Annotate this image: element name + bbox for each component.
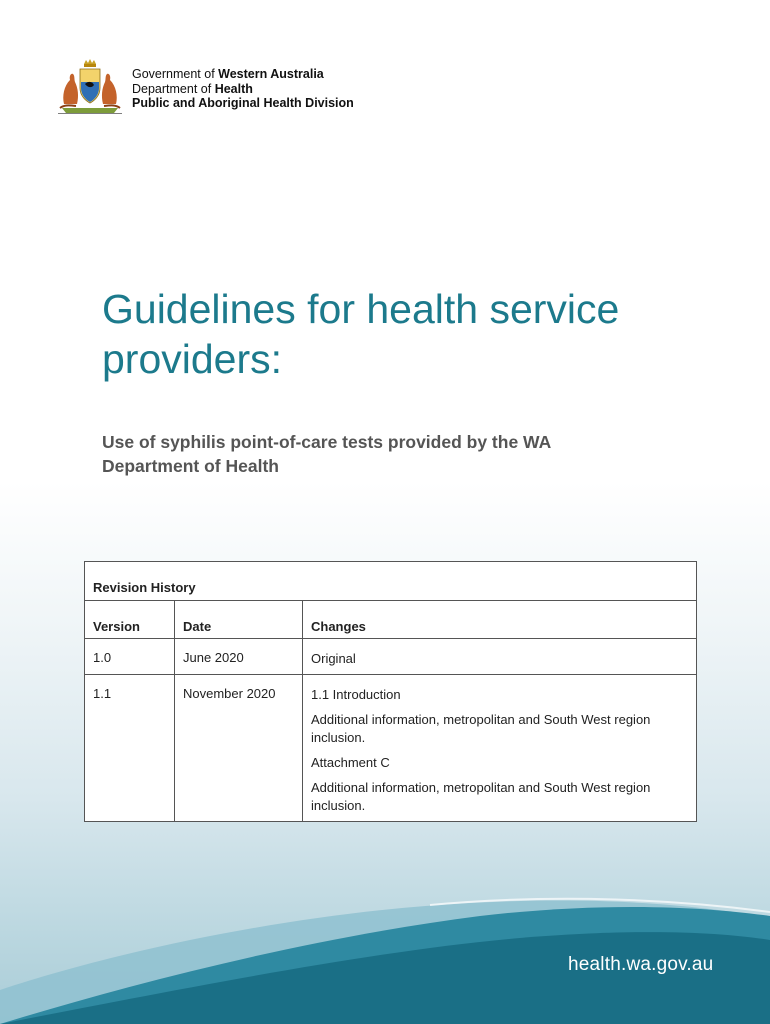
- department-line: Department of Health: [132, 81, 253, 96]
- government-line: Government of Western Australia: [132, 67, 324, 81]
- version-cell: 1.1: [85, 675, 175, 822]
- table-row: [85, 639, 697, 675]
- date-cell: June 2020: [175, 639, 303, 675]
- division-line: Public and Aboriginal Health Division: [132, 96, 354, 110]
- changes-cell: [303, 639, 697, 675]
- table-header-row: [85, 601, 697, 639]
- column-header-date: Date: [175, 601, 303, 639]
- version-cell: 1.0: [85, 639, 175, 675]
- table-row: [85, 675, 697, 822]
- revision-history-caption: Revision History: [85, 562, 697, 601]
- document-subtitle: Use of syphilis point-of-care tests provided by the WA Department of Health: [102, 432, 551, 476]
- revision-history-table: [84, 561, 697, 822]
- column-header-version: Version: [85, 601, 175, 639]
- department-header: [54, 58, 374, 118]
- footer-website-link[interactable]: health.wa.gov.au: [568, 954, 714, 975]
- change-item: Additional information, metropolitan and South West region inclusion.: [311, 780, 651, 813]
- change-item: 1.1 Introduction: [311, 687, 401, 702]
- wa-coat-of-arms-icon: [54, 58, 126, 114]
- column-header-changes: Changes: [303, 601, 697, 639]
- change-item: Attachment C: [311, 755, 390, 770]
- change-item: Original: [311, 651, 356, 666]
- changes-cell: [303, 675, 697, 822]
- change-item: Additional information, metropolitan and South West region inclusion.: [311, 712, 651, 745]
- document-title: Guidelines for health service providers:: [102, 286, 620, 382]
- date-cell: November 2020: [175, 675, 303, 822]
